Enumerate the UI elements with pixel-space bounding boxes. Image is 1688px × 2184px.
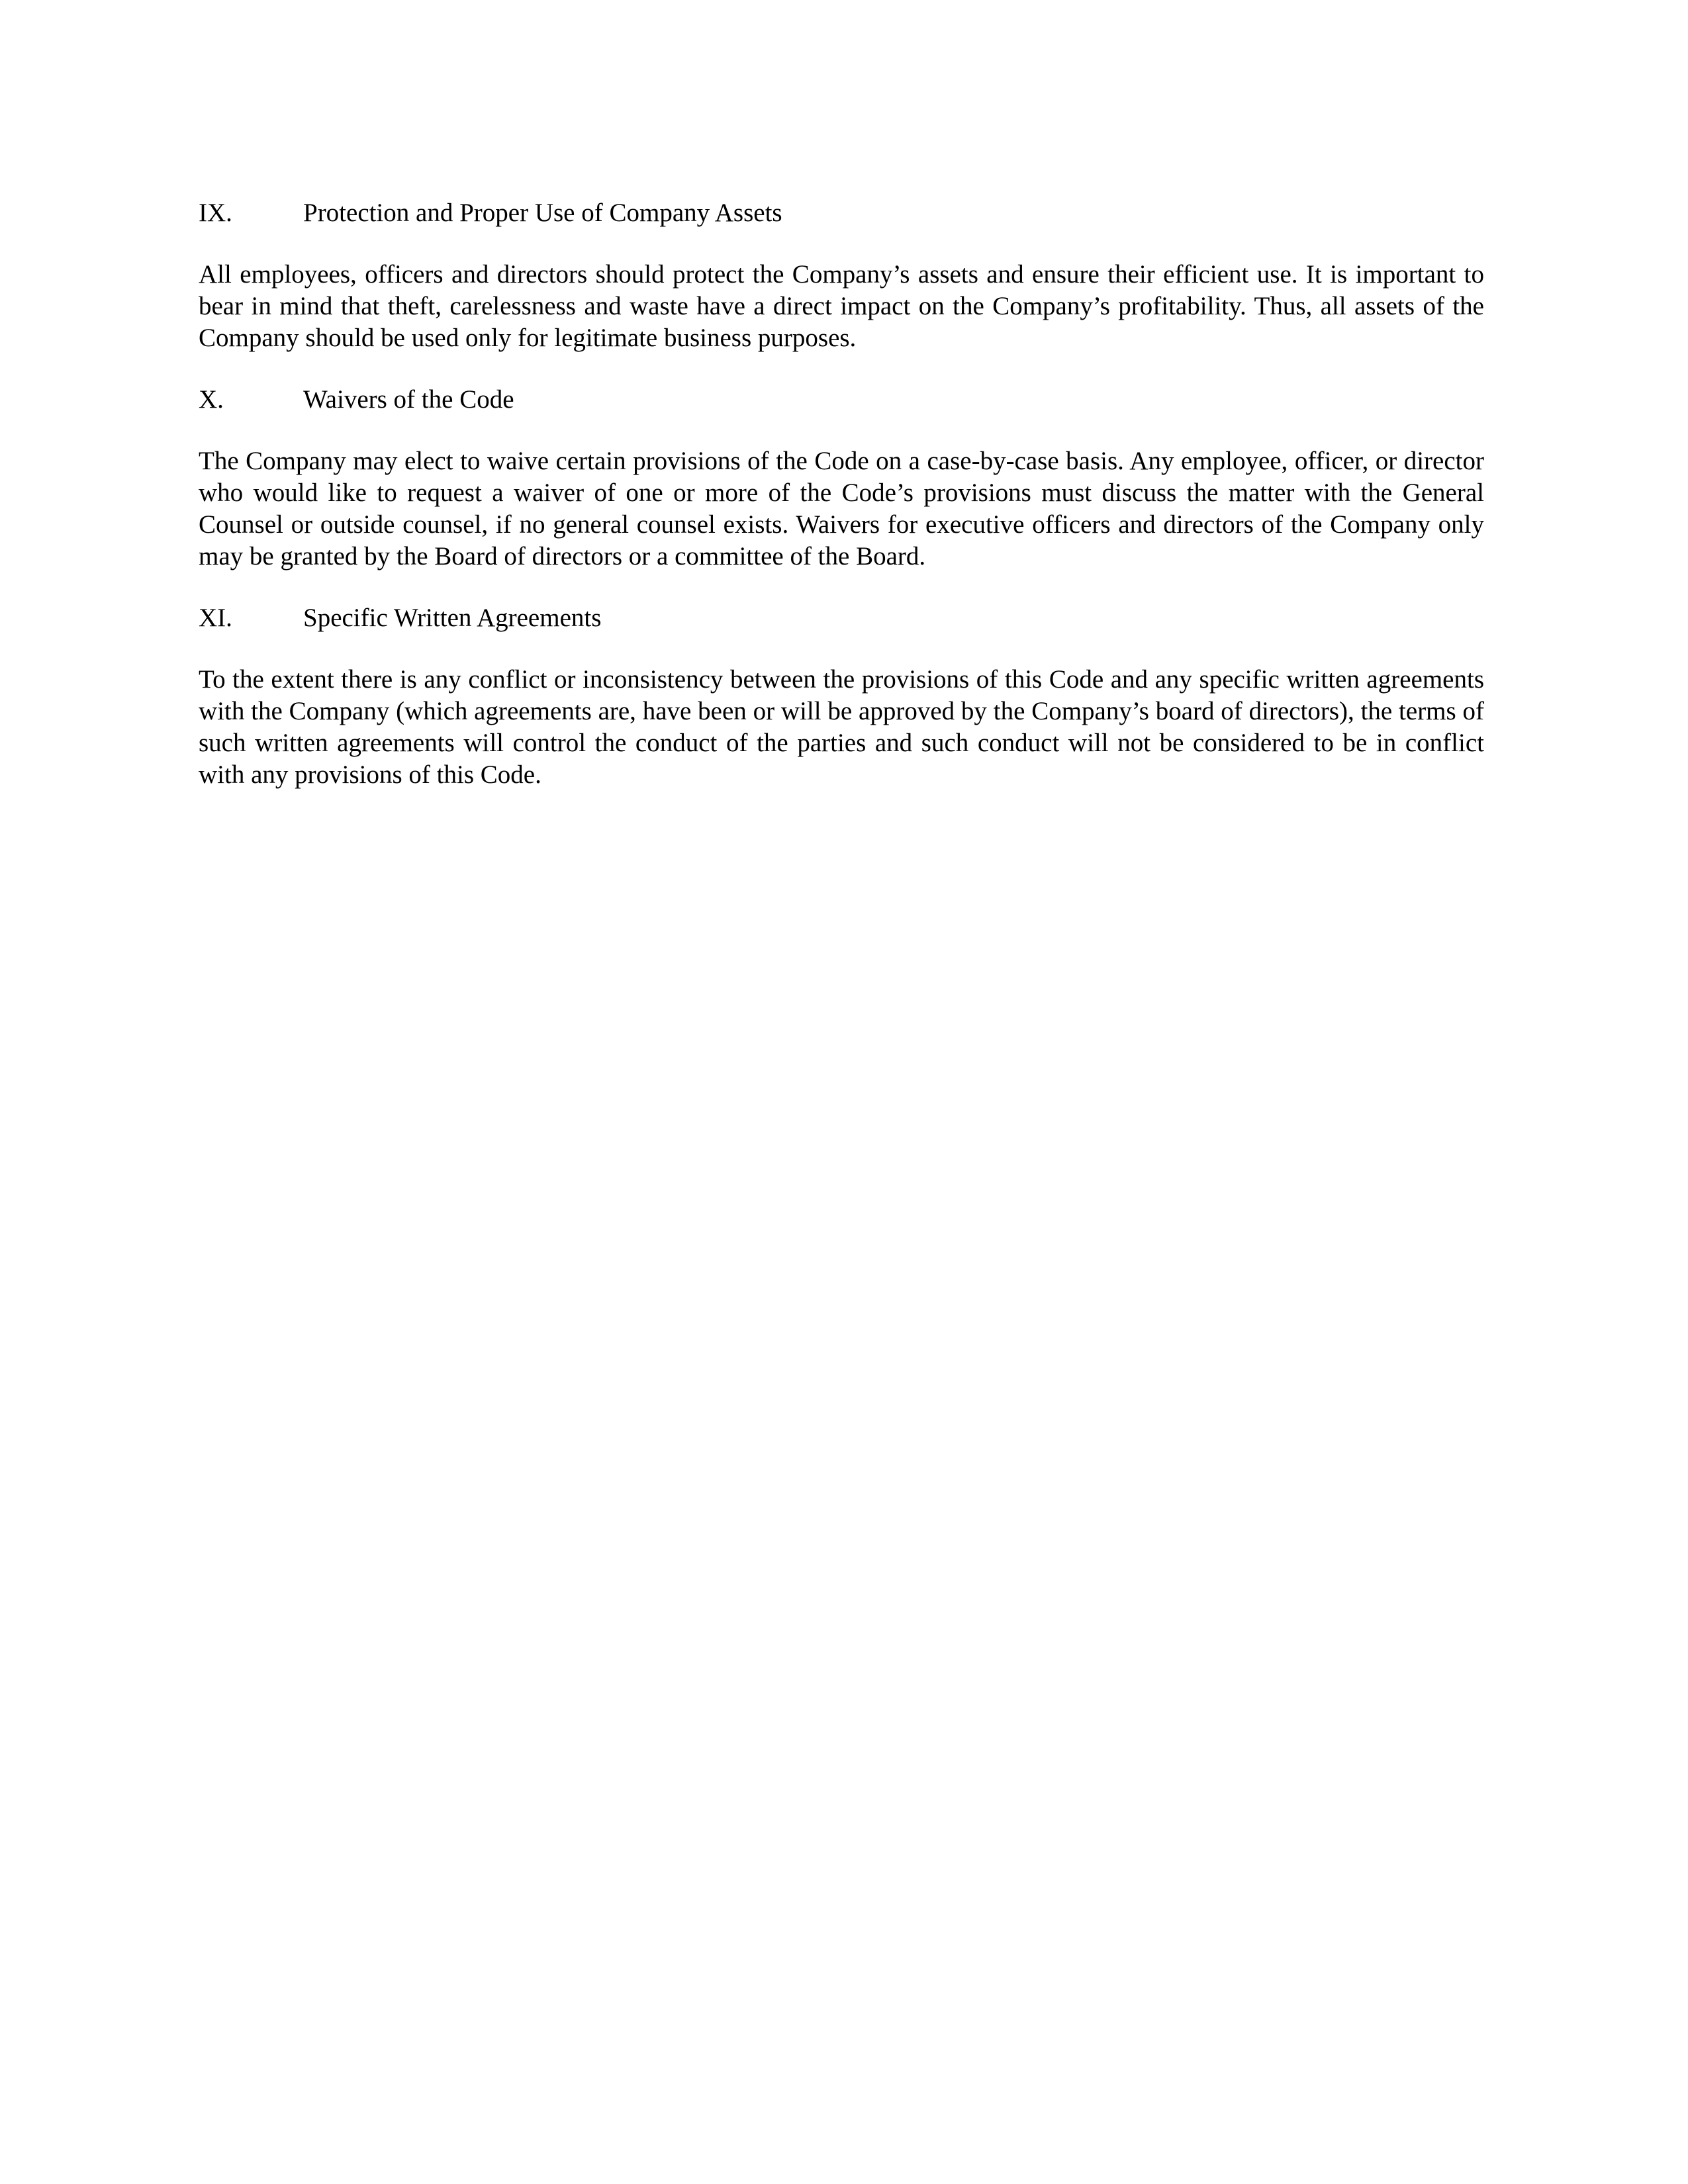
section-title: Specific Written Agreements — [303, 604, 602, 632]
section-body-ix: All employees, officers and directors should protect the Company’s assets and ensure their efficient use. It is important to bear in mind that theft, carelessness and waste have a direct impact on the Company’s profitability. Thus, all assets of the Company should be used only for legitimate business purposes. — [199, 260, 1484, 352]
document-page — [199, 195, 1484, 819]
section-body-xi: To the extent there is any conflict or inconsistency between the provisions of this Code and any specific written agreements with the Company (which agreements are, have been or will be approved by the Company’s board of directors), the terms of such written agreements will control the conduct of the parties and such conduct will not be considered to be in conflict with any provisions of this Code. — [199, 665, 1484, 789]
section-body-x: The Company may elect to waive certain provisions of the Code on a case-by-case basis. Any employee, officer, or director who would like to request a waiver of one or more of the Code’s provisions must discuss the matter with the General Counsel or outside counsel, if no general counsel exists. Waivers for executive officers and directors of the Company only may be granted by the Board of directors or a committee of the Board. — [199, 447, 1484, 570]
section-title: Protection and Proper Use of Company Assets — [303, 199, 782, 227]
section-heading-x — [199, 382, 1484, 418]
section-number: XI. — [199, 604, 232, 632]
section-number: IX. — [199, 199, 232, 227]
section-title: Waivers of the Code — [303, 385, 514, 414]
section-number: X. — [199, 385, 224, 414]
section-heading-ix — [199, 195, 1484, 231]
section-heading-xi — [199, 600, 1484, 636]
